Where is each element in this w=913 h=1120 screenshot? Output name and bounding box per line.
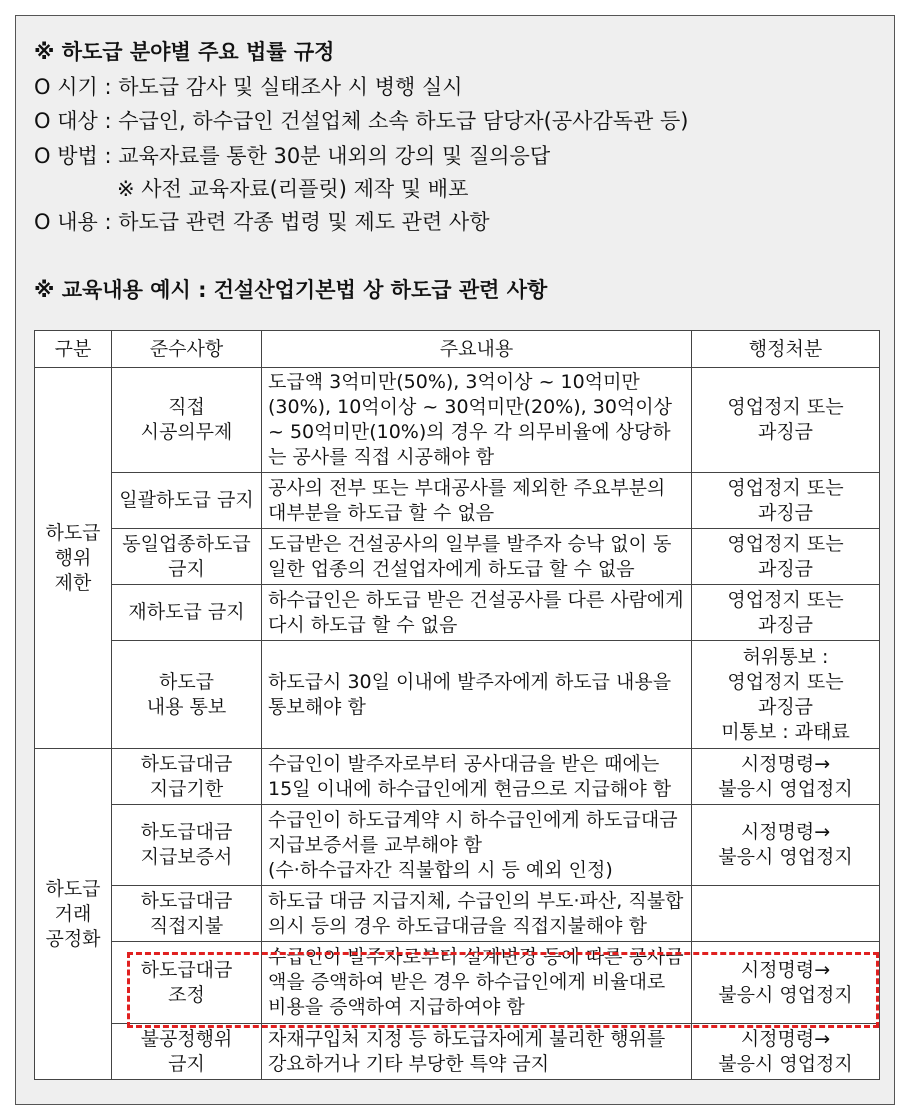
info-line-content: O 내용 : 하도급 관련 각종 법령 및 제도 관련 사항 [34, 210, 490, 234]
content-cell: 수급인이 발주자로부터 공사대금을 받은 때에는 15일 이내에 하수급인에게 현금으로 지급해야 함 [262, 749, 692, 805]
penalty-cell: 영업정지 또는 과징금 [692, 585, 880, 641]
info-line-timing: O 시기 : 하도급 감사 및 실태조사 시 병행 실시 [34, 75, 463, 99]
regulation-table [34, 330, 880, 1080]
table-row [35, 473, 880, 529]
info-line-target: O 대상 : 수급인, 하수급인 건설업체 소속 하도급 담당자(공사감독관 등) [34, 109, 689, 133]
requirement-cell: 하도급대금 지급보증서 [112, 805, 262, 886]
content-cell: 하도급 대금 지급지체, 수급인의 부도·파산, 직불합의시 등의 경우 하도급대금을 직접지불해야 함 [262, 886, 692, 942]
requirement-cell: 일괄하도급 금지 [112, 473, 262, 529]
requirement-cell: 하도급대금 지급기한 [112, 749, 262, 805]
table-row [35, 529, 880, 585]
penalty-cell: 시정명령→ 불응시 영업정지 [692, 942, 880, 1024]
content-cell: 수급인이 발주자로부터 설계변경 등에 따른 공사금액을 증액하여 받은 경우 하수급인에게 비율대로 비용을 증액하여 지급하여야 함 [262, 942, 692, 1024]
requirement-cell: 재하도급 금지 [112, 585, 262, 641]
penalty-cell: 영업정지 또는 과징금 [692, 529, 880, 585]
column-header: 준수사항 [112, 331, 262, 368]
table-row [35, 886, 880, 942]
content-cell: 도급받은 건설공사의 일부를 발주자 승낙 없이 동일한 업종의 건설업자에게 하도급 할 수 없음 [262, 529, 692, 585]
penalty-cell: 허위통보 : 영업정지 또는 과징금 미통보 : 과태료 [692, 641, 880, 749]
table-row [35, 585, 880, 641]
table-row [35, 942, 880, 1024]
requirement-cell: 하도급대금 직접지불 [112, 886, 262, 942]
info-line-method: O 방법 : 교육자료를 통한 30분 내외의 강의 및 질의응답 [34, 144, 551, 168]
table-row [35, 805, 880, 886]
penalty-cell: 시정명령→ 불응시 영업정지 [692, 1024, 880, 1080]
table-header-row [35, 331, 880, 368]
info-line-method-note: ※ 사전 교육자료(리플릿) 제작 및 배포 [117, 177, 469, 201]
content-cell: 하도급시 30일 이내에 발주자에게 하도급 내용을 통보해야 함 [262, 641, 692, 749]
requirement-cell: 하도급 내용 통보 [112, 641, 262, 749]
column-header: 행정처분 [692, 331, 880, 368]
penalty-cell: 영업정지 또는 과징금 [692, 473, 880, 529]
penalty-cell: 영업정지 또는 과징금 [692, 368, 880, 473]
column-header: 구분 [35, 331, 112, 368]
penalty-cell: 시정명령→ 불응시 영업정지 [692, 749, 880, 805]
table-row [35, 749, 880, 805]
requirement-cell: 하도급대금 조정 [112, 942, 262, 1024]
panel-title: ※ 하도급 분야별 주요 법률 규정 [34, 40, 335, 64]
table-row [35, 641, 880, 749]
requirement-cell: 직접 시공의무제 [112, 368, 262, 473]
table-row [35, 1024, 880, 1080]
requirement-cell: 동일업종하도급 금지 [112, 529, 262, 585]
group-label: 하도급 행위 제한 [35, 368, 112, 749]
penalty-cell [692, 886, 880, 942]
content-cell: 하수급인은 하도급 받은 건설공사를 다른 사람에게 다시 하도급 할 수 없음 [262, 585, 692, 641]
requirement-cell: 불공정행위 금지 [112, 1024, 262, 1080]
table-row [35, 368, 880, 473]
penalty-cell: 시정명령→ 불응시 영업정지 [692, 805, 880, 886]
column-header: 주요내용 [262, 331, 692, 368]
content-cell: 공사의 전부 또는 부대공사를 제외한 주요부분의 대부분을 하도급 할 수 없음 [262, 473, 692, 529]
content-cell: 자재구입처 지정 등 하도급자에게 불리한 행위를 강요하거나 기타 부당한 특약 금지 [262, 1024, 692, 1080]
content-cell: 도급액 3억미만(50%), 3억이상 ~ 10억미만(30%), 10억이상 ~ 30억미만(20%), 30억이상 ~ 50억미만(10%)의 경우 각 의무비율에 상당하는 공사를 직접 시공해야 함 [262, 368, 692, 473]
regulation-panel [15, 15, 895, 1105]
group-label: 하도급 거래 공정화 [35, 749, 112, 1080]
content-cell: 수급인이 하도급계약 시 하수급인에게 하도급대금지급보증서를 교부해야 함 (수·하수급자간 직불합의 시 등 예외 인정) [262, 805, 692, 886]
education-example-title: ※ 교육내용 예시 : 건설산업기본법 상 하도급 관련 사항 [34, 278, 548, 302]
